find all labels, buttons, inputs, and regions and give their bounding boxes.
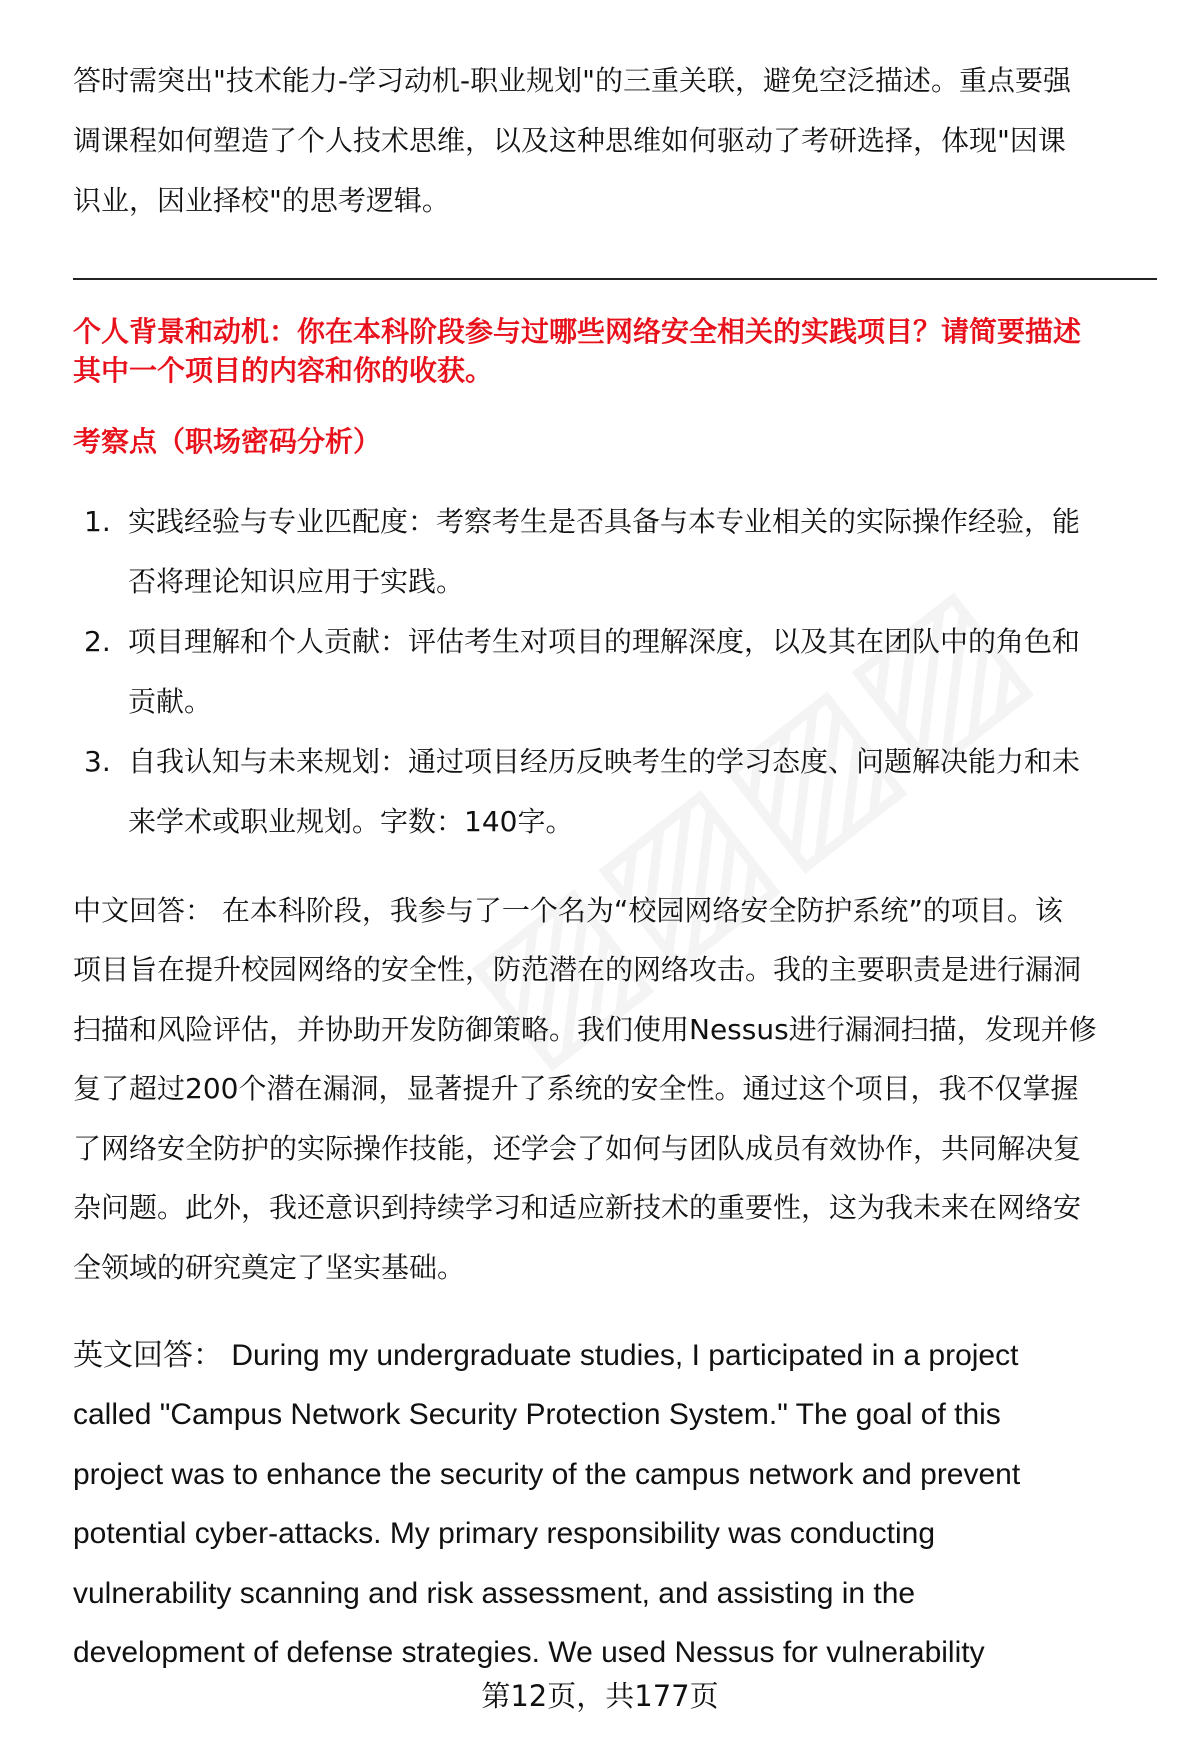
question-heading: 其中一个项目的内容和你的收获。 xyxy=(73,354,494,387)
list-number: 1. xyxy=(84,505,111,538)
english-answer-line: 英文回答： During my undergraduate studies, I participated in a project xyxy=(73,1339,1019,1372)
question-heading: 个人背景和动机：你在本科阶段参与过哪些网络安全相关的实践项目？请简要描述 xyxy=(73,315,1082,348)
list-number: 3. xyxy=(84,745,111,778)
intro-line: 识业，因业择校"的思考逻辑。 xyxy=(73,184,450,217)
chinese-answer-line: 了网络安全防护的实际操作技能，还学会了如何与团队成员有效协作，共同解决复 xyxy=(73,1132,1082,1165)
list-item: 贡献。 xyxy=(128,685,213,718)
list-item: 自我认知与未来规划：通过项目经历反映考生的学习态度、问题解决能力和未 xyxy=(128,745,1081,778)
english-answer-line: development of defense strategies. We used Nessus for vulnerability xyxy=(73,1636,985,1669)
english-answer-line: potential cyber-attacks. My primary responsibility was conducting xyxy=(73,1517,936,1550)
chinese-answer-line: 扫描和风险评估，并协助开发防御策略。我们使用Nessus进行漏洞扫描，发现并修 xyxy=(73,1013,1097,1046)
english-answer-line: vulnerability scanning and risk assessment, and assisting in the xyxy=(73,1577,916,1610)
focus-heading: 考察点（职场密码分析） xyxy=(73,425,382,458)
intro-line: 答时需突出"技术能力-学习动机-职业规划"的三重关联，避免空泛描述。重点要强 xyxy=(73,64,1071,97)
english-answer-line: called "Campus Network Security Protection System." The goal of this xyxy=(73,1398,1001,1431)
list-number: 2. xyxy=(84,625,111,658)
divider xyxy=(73,278,1157,280)
chinese-answer-line: 杂问题。此外，我还意识到持续学习和适应新技术的重要性，这为我未来在网络安 xyxy=(73,1191,1082,1224)
english-answer-line: project was to enhance the security of the campus network and prevent xyxy=(73,1458,1021,1491)
chinese-answer-line: 复了超过200个潜在漏洞，显著提升了系统的安全性。通过这个项目，我不仅掌握 xyxy=(73,1072,1079,1105)
list-item: 来学术或职业规划。字数：140字。 xyxy=(128,805,574,838)
intro-line: 调课程如何塑造了个人技术思维，以及这种思维如何驱动了考研选择，体现"因课 xyxy=(73,124,1066,157)
chinese-answer-line: 项目旨在提升校园网络的安全性，防范潜在的网络攻击。我的主要职责是进行漏洞 xyxy=(73,953,1082,986)
list-item: 实践经验与专业匹配度：考察考生是否具备与本专业相关的实际操作经验，能 xyxy=(128,505,1081,538)
list-item: 项目理解和个人贡献：评估考生对项目的理解深度，以及其在团队中的角色和 xyxy=(128,625,1081,658)
page-number: 第12页，共177页 xyxy=(481,1679,719,1713)
list-item: 否将理论知识应用于实践。 xyxy=(128,565,465,598)
chinese-answer-line: 全领域的研究奠定了坚实基础。 xyxy=(73,1251,466,1284)
chinese-answer-line: 中文回答： 在本科阶段，我参与了一个名为“校园网络安全防护系统”的项目。该 xyxy=(73,894,1063,927)
